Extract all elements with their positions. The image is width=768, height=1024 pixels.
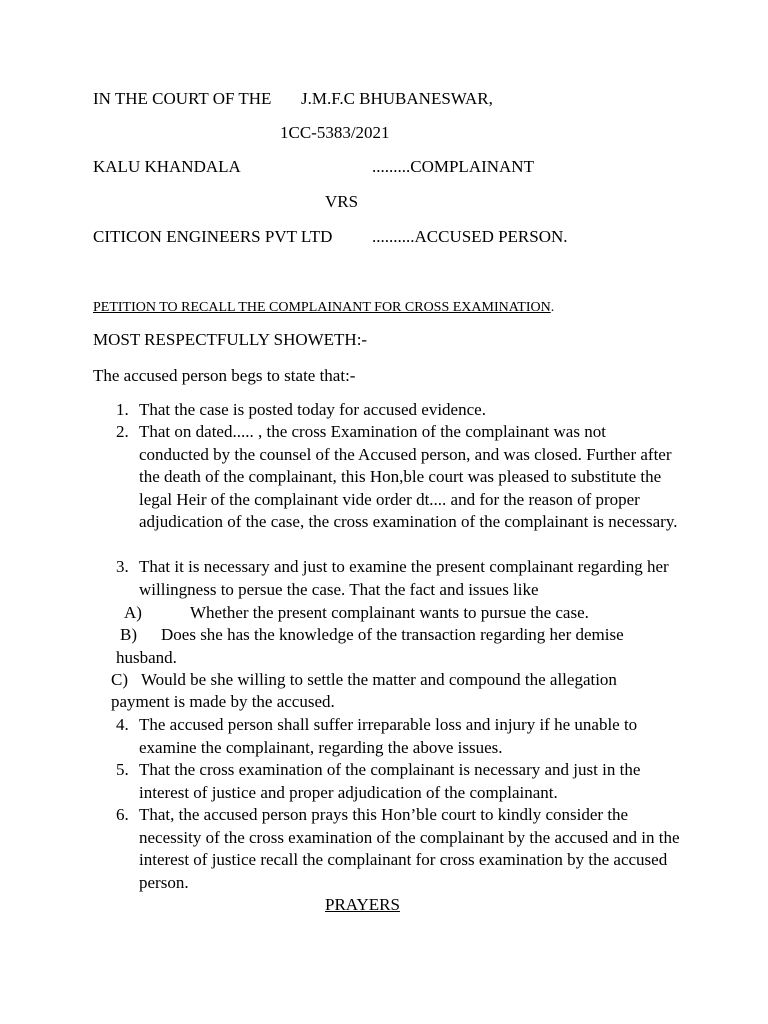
prayers-heading: PRAYERS: [325, 895, 400, 914]
sub-c-continuation: payment is made by the accused.: [111, 692, 335, 711]
sub-b-text: Does she has the knowledge of the transaction regarding her demise: [161, 625, 624, 644]
intro-text: The accused person begs to state that:-: [93, 366, 356, 385]
sub-c-label: C): [111, 670, 128, 689]
list-item-number: 3.: [116, 557, 129, 576]
list-item-text: That the cross examination of the complainant is necessary and just in the interest of justice and proper adjudication of the complainant.: [139, 760, 641, 802]
list-item-number: 5.: [116, 760, 129, 779]
sub-a-text: Whether the present complainant wants to pursue the case.: [190, 603, 589, 622]
sub-c-text: Would be she willing to settle the matter and compound the allegation: [141, 670, 617, 689]
court-line-left: IN THE COURT OF THE: [93, 89, 272, 108]
petition-title: [93, 297, 554, 319]
list-item-number: 2.: [116, 422, 129, 441]
complainant-role: .........COMPLAINANT: [372, 157, 534, 176]
list-item-text: That it is necessary and just to examine the present complainant regarding her willingness to persue the case. That the fact and issues like: [139, 557, 669, 599]
accused-role: ..........ACCUSED PERSON.: [372, 227, 568, 246]
vrs-label: VRS: [325, 192, 359, 211]
sub-b-label: B): [120, 625, 137, 644]
petition-title-period: .: [550, 300, 555, 315]
list-item-text: The accused person shall suffer irreparable loss and injury if he unable to examine the complainant, regarding the above issues.: [139, 715, 638, 757]
petition-title-text: PETITION TO RECALL THE COMPLAINANT FOR CROSS EXAMINATION: [93, 300, 551, 315]
accused-name: CITICON ENGINEERS PVT LTD: [93, 227, 333, 246]
sub-a-label: A): [124, 603, 142, 622]
complainant-name: KALU KHANDALA: [93, 157, 241, 176]
list-item-text: That on dated..... , the cross Examination of the complainant was not conducted by the counsel of the Accused person, and was closed. Further after the death of the complainant, this Hon,ble court was pleased to substitute the legal Heir of the complainant vide order dt.... and for the reason of proper adjudication of the case, the cross examination of the complainant is necessary.: [139, 422, 678, 531]
list-item-number: 6.: [116, 805, 129, 824]
court-line-right: J.M.F.C BHUBANESWAR,: [301, 89, 493, 108]
sub-b-continuation: husband.: [116, 648, 177, 667]
list-item-text: That the case is posted today for accused evidence.: [139, 400, 486, 419]
list-item-number: 4.: [116, 715, 129, 734]
list-item-number: 1.: [116, 400, 129, 419]
case-number: 1CC-5383/2021: [280, 123, 390, 142]
list-item-text: That, the accused person prays this Hon’ble court to kindly consider the necessity of the cross examination of the complainant by the accused and in the interest of justice recall the complainant for cross examination by the accused person.: [139, 805, 680, 892]
showeth-heading: MOST RESPECTFULLY SHOWETH:-: [93, 330, 368, 349]
